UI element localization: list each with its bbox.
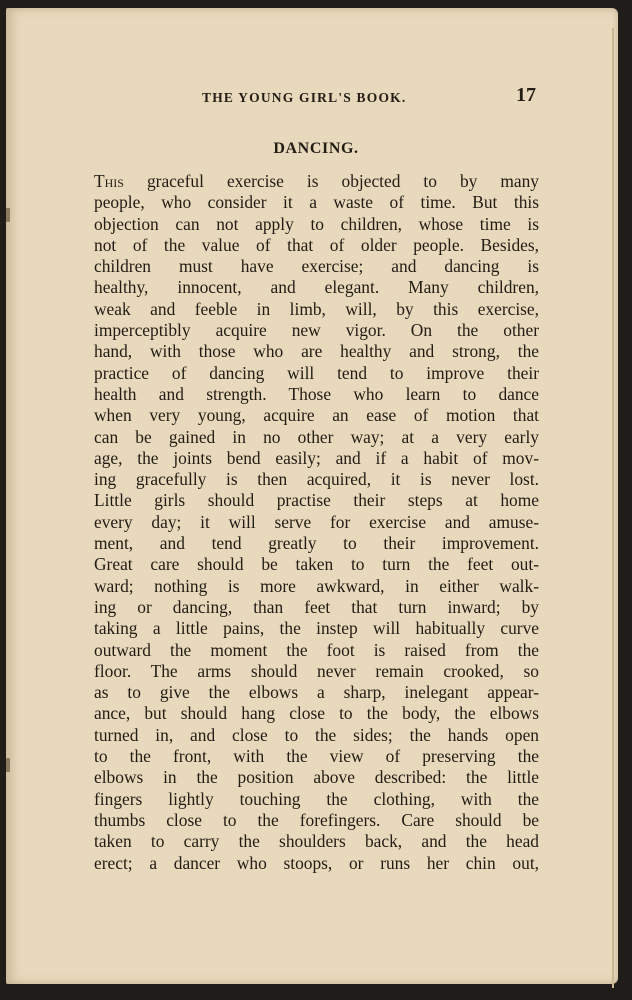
text-line: erect; a dancer who stoops, or runs her chin out, (94, 852, 539, 873)
body-paragraph (94, 171, 539, 874)
text-line: objection can not apply to children, whose time is (94, 213, 539, 234)
text-line: ing or dancing, than feet that turn inward; by (94, 596, 539, 617)
page-number: 17 (516, 84, 536, 106)
text-line: every day; it will serve for exercise and amuse- (94, 511, 539, 532)
text-line: taken to carry the shoulders back, and the head (94, 831, 539, 852)
text-line: to the front, with the view of preserving the (94, 746, 539, 767)
text-line: healthy, innocent, and elegant. Many children, (94, 277, 539, 298)
text-line: not of the value of that of older people. Besides, (94, 234, 539, 255)
text-line: turned in, and close to the sides; the hands open (94, 724, 539, 745)
text-line: thumbs close to the forefingers. Care should be (94, 809, 539, 830)
running-title: THE YOUNG GIRL'S BOOK. (202, 90, 407, 105)
text-line: age, the joints bend easily; and if a habit of mov- (94, 447, 539, 468)
section-title: DANCING. (273, 140, 359, 157)
text-line: ance, but should hang close to the body, the elbows (94, 703, 539, 724)
text-line: This graceful exercise is objected to by many (94, 171, 539, 191)
text-line: floor. The arms should never remain crooked, so (94, 660, 539, 681)
text-line: fingers lightly touching the clothing, with the (94, 788, 539, 809)
text-line: Great care should be taken to turn the feet out- (94, 554, 539, 575)
running-header (40, 82, 540, 116)
text-line: imperceptibly acquire new vigor. On the other (94, 320, 539, 341)
lead-word: This (94, 171, 124, 191)
text-line: weak and feeble in limb, will, by this exercise, (94, 298, 539, 319)
text-line: ing gracefully is then acquired, it is never lost. (94, 469, 539, 490)
page-edge (612, 28, 614, 988)
text-line: outward the moment the foot is raised from the (94, 639, 539, 660)
text-line: health and strength. Those who learn to dance (94, 383, 539, 404)
text-line: taking a little pains, the instep will habitually curve (94, 618, 539, 639)
text-line: can be gained in no other way; at a very early (94, 426, 539, 447)
text-line: children must have exercise; and dancing is (94, 256, 539, 277)
text-line: elbows in the position above described: the little (94, 767, 539, 788)
text-line: Little girls should practise their steps at home (94, 490, 539, 511)
text-line: hand, with those who are healthy and strong, the (94, 341, 539, 362)
text-line: ment, and tend greatly to their improvement. (94, 533, 539, 554)
text-line: when very young, acquire an ease of motion that (94, 405, 539, 426)
text-line: as to give the elbows a sharp, inelegant appear- (94, 682, 539, 703)
text-line: practice of dancing will tend to improve their (94, 362, 539, 383)
text-line: people, who consider it a waste of time. But this (94, 192, 539, 213)
binding-mark (6, 758, 10, 772)
binding-mark (6, 208, 10, 222)
text-line: ward; nothing is more awkward, in either walk- (94, 575, 539, 596)
